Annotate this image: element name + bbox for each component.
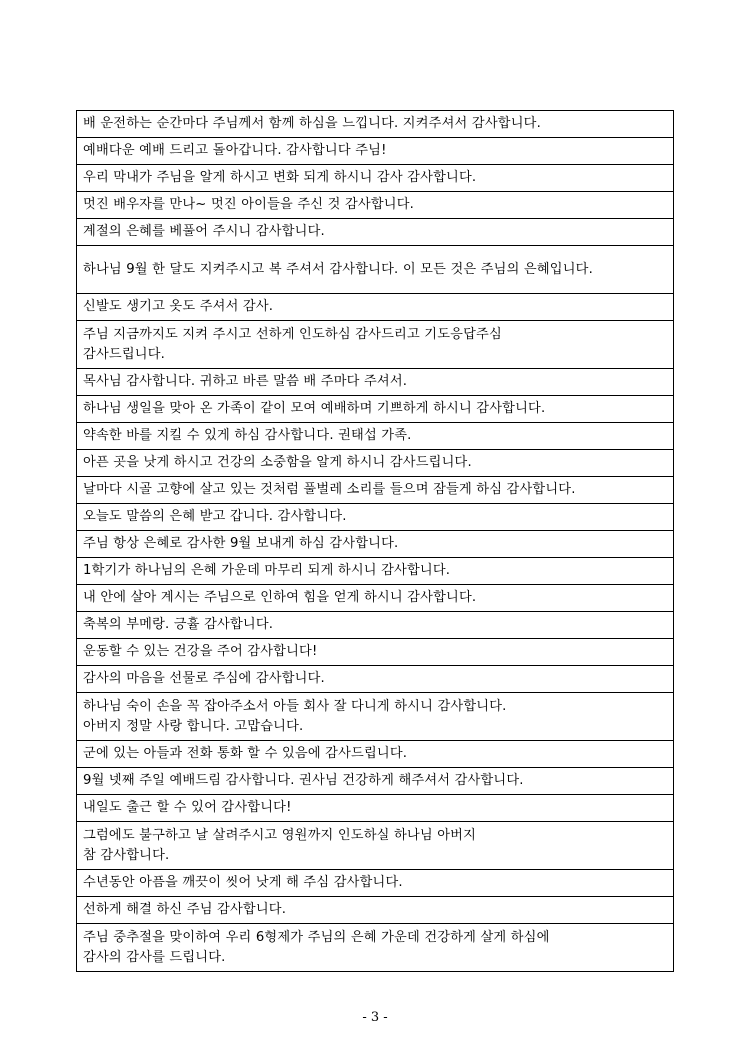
- table-row: [77, 639, 674, 666]
- table-row: [77, 612, 674, 639]
- table-row: [77, 924, 674, 972]
- table-row: [77, 870, 674, 897]
- table-row: [77, 369, 674, 396]
- table-row: [77, 585, 674, 612]
- entry-text: 예배다운 예배 드리고 돌아갑니다. 감사합니다 주님!: [77, 138, 674, 165]
- table-row: [77, 246, 674, 294]
- entry-text: 그럼에도 불구하고 날 살려주시고 영원까지 인도하실 하나님 아버지 참 감사합니다.: [77, 822, 674, 870]
- table-row: [77, 531, 674, 558]
- entry-text: 우리 막내가 주님을 알게 하시고 변화 되게 하시니 감사 감사합니다.: [77, 165, 674, 192]
- entry-text: 감사의 마음을 선물로 주심에 감사합니다.: [77, 666, 674, 693]
- entry-text: 배 운전하는 순간마다 주님께서 함께 하심을 느낍니다. 지켜주셔서 감사합니다.: [77, 111, 674, 138]
- table-row: [77, 768, 674, 795]
- entry-text: 축복의 부메랑. 긍휼 감사합니다.: [77, 612, 674, 639]
- table-row: [77, 111, 674, 138]
- entry-text: 9월 넷째 주일 예배드림 감사합니다. 권사님 건강하게 해주셔서 감사합니다.: [77, 768, 674, 795]
- entry-text: 하나님 숙이 손을 꼭 잡아주소서 아들 회사 잘 다니게 하시니 감사합니다. 아버지 정말 사랑 합니다. 고맙습니다.: [77, 693, 674, 741]
- thanksgiving-table: [76, 110, 674, 972]
- table-row: [77, 165, 674, 192]
- table-row: [77, 321, 674, 369]
- table-row: [77, 897, 674, 924]
- table-row: [77, 219, 674, 246]
- entry-text: 약속한 바를 지킬 수 있게 하심 감사합니다. 권태섭 가족.: [77, 423, 674, 450]
- entry-text: 신발도 생기고 옷도 주셔서 감사.: [77, 294, 674, 321]
- table-row: [77, 741, 674, 768]
- entry-text: 오늘도 말씀의 은혜 받고 갑니다. 감사합니다.: [77, 504, 674, 531]
- entry-text: 내 안에 살아 계시는 주님으로 인하여 힘을 얻게 하시니 감사합니다.: [77, 585, 674, 612]
- entry-text: 내일도 출근 할 수 있어 감사합니다!: [77, 795, 674, 822]
- table-row: [77, 666, 674, 693]
- table-row: [77, 450, 674, 477]
- table-row: [77, 558, 674, 585]
- entry-text: 주님 중추절을 맞이하여 우리 6형제가 주님의 은혜 가운데 건강하게 살게 하심에 감사의 감사를 드립니다.: [77, 924, 674, 972]
- entry-text: 계절의 은혜를 베풀어 주시니 감사합니다.: [77, 219, 674, 246]
- entry-text: 아픈 곳을 낫게 하시고 건강의 소중함을 알게 하시니 감사드립니다.: [77, 450, 674, 477]
- entry-text: 군에 있는 아들과 전화 통화 할 수 있음에 감사드립니다.: [77, 741, 674, 768]
- entry-text: 날마다 시골 고향에 살고 있는 것처럼 풀벌레 소리를 들으며 잠들게 하심 감사합니다.: [77, 477, 674, 504]
- entry-text: 목사님 감사합니다. 귀하고 바른 말씀 배 주마다 주셔서.: [77, 369, 674, 396]
- entry-text: 주님 지금까지도 지켜 주시고 선하게 인도하심 감사드리고 기도응답주심 감사드립니다.: [77, 321, 674, 369]
- entry-text: 하나님 생일을 맞아 온 가족이 같이 모여 예배하며 기쁘하게 하시니 감사합니다.: [77, 396, 674, 423]
- table-row: [77, 396, 674, 423]
- table-row: [77, 504, 674, 531]
- table-row: [77, 192, 674, 219]
- table-row: [77, 294, 674, 321]
- table-row: [77, 423, 674, 450]
- table-row: [77, 822, 674, 870]
- entry-text: 멋진 배우자를 만나~ 멋진 아이들을 주신 것 감사합니다.: [77, 192, 674, 219]
- entry-text: 1학기가 하나님의 은혜 가운데 마무리 되게 하시니 감사합니다.: [77, 558, 674, 585]
- entry-text: 선하게 해결 하신 주님 감사합니다.: [77, 897, 674, 924]
- table-row: [77, 795, 674, 822]
- entry-text: 주님 항상 은혜로 감사한 9월 보내게 하심 감사합니다.: [77, 531, 674, 558]
- entry-text: 하나님 9월 한 달도 지켜주시고 복 주셔서 감사합니다. 이 모든 것은 주님의 은혜입니다.: [77, 246, 674, 294]
- entry-text: 운동할 수 있는 건강을 주어 감사합니다!: [77, 639, 674, 666]
- page-number: - 3 -: [362, 1010, 388, 1025]
- table-row: [77, 477, 674, 504]
- entry-text: 수년동안 아픔을 깨끗이 씻어 낫게 해 주심 감사합니다.: [77, 870, 674, 897]
- table-row: [77, 138, 674, 165]
- table-row: [77, 693, 674, 741]
